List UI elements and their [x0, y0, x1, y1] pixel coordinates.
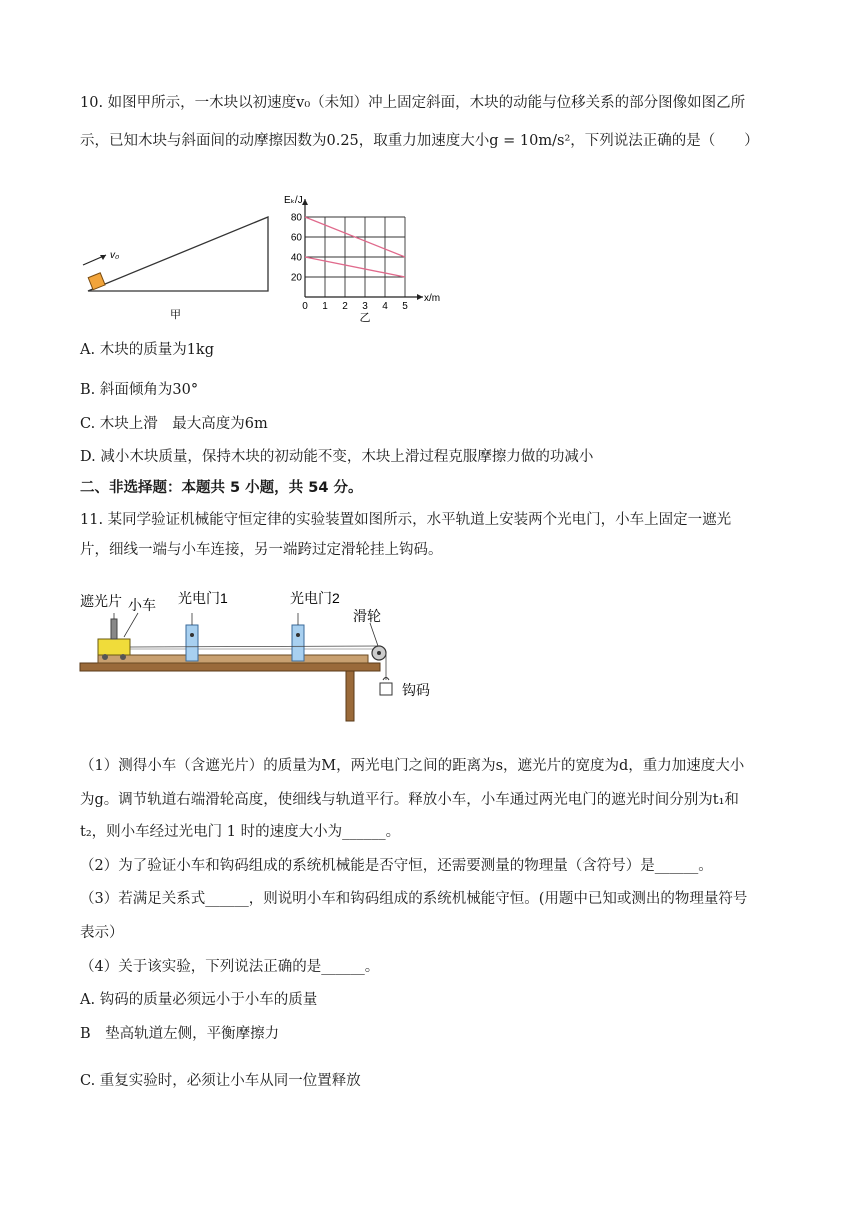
series-line-2	[305, 257, 405, 277]
y-axis-arrow	[302, 199, 308, 205]
q10-option-b: B. 斜面倾角为30°	[80, 382, 199, 398]
v0-label: v₀	[110, 250, 120, 261]
x-tick-label: 5	[402, 301, 408, 312]
x-axis-arrow	[417, 294, 423, 300]
q10-option-d: D. 减小木块质量，保持木块的初动能不变，木块上滑过程克服摩擦力做的功减小	[80, 449, 594, 465]
q11-part3-line1: （3）若满足关系式______，则说明小车和钩码组成的系统机械能守恒。(用题中已知或测出的物理量符号	[80, 891, 748, 907]
y-axis-label: Eₖ/J	[284, 195, 303, 206]
gate2-label: 光电门2	[290, 590, 340, 606]
q11-part1-line3: t₂，则小车经过光电门 1 时的速度大小为______。	[80, 824, 401, 840]
y-tick-label: 40	[290, 252, 302, 264]
y-tick-label: 20	[290, 272, 302, 284]
incline-figure	[80, 205, 280, 335]
q11-line2: 片，细线一端与小车连接，另一端跨过定滑轮挂上钩码。	[80, 542, 443, 558]
x-axis-label: x/m	[424, 293, 441, 304]
y-tick-label: 80	[290, 212, 302, 224]
section-heading: 二、非选择题：本题共 5 小题，共 54 分。	[80, 480, 363, 496]
q11-part2: （2）为了验证小车和钩码组成的系统机械能是否守恒，还需要测量的物理量（含符号）是______。	[80, 858, 713, 874]
q11-part1-line2: 为g。调节轨道右端滑轮高度，使细线与轨道平行。释放小车，小车通过两光电门的遮光时间分别为t₁和	[80, 792, 739, 808]
x-tick-label: 4	[382, 301, 388, 312]
x-tick-label: 3	[362, 301, 368, 312]
weight-shape	[380, 683, 392, 695]
q10-option-c: C. 木块上滑 最大高度为6m	[80, 416, 268, 432]
x-tick-label: 2	[342, 301, 348, 312]
q11-part1-line1: （1）测得小车（含遮光片）的质量为M，两光电门之间的距离为s，遮光片的宽度为d，重力加速度大小	[80, 758, 745, 774]
gate2-shape	[292, 625, 304, 661]
y-tick-label: 60	[290, 232, 302, 244]
q10-line2: 示，已知木块与斜面间的动摩擦因数为0.25，取重力加速度大小g = 10m/s²，下列说法正确的是（ ）	[80, 133, 759, 149]
q11-part4: （4）关于该实验，下列说法正确的是______。	[80, 959, 380, 975]
fig-jia-caption: 甲	[170, 309, 181, 321]
q11-option-a: A. 钩码的质量必须远小于小车的质量	[80, 992, 318, 1008]
shade-plate-shape	[111, 619, 117, 639]
gate1-label: 光电门1	[178, 590, 228, 606]
x-tick-label: 1	[322, 301, 328, 312]
shade-plate-label: 遮光片	[80, 593, 122, 609]
q11-option-b: B 垫高轨道左侧，平衡摩擦力	[80, 1026, 280, 1042]
q11-option-c: C. 重复实验时，必须让小车从同一位置释放	[80, 1073, 361, 1089]
gate1-shape	[186, 625, 198, 661]
q10-line1: 10. 如图甲所示，一木块以初速度v₀（未知）冲上固定斜面，木块的动能与位移关系的部分图像如图乙所	[80, 95, 746, 111]
block-shape	[88, 273, 105, 290]
q11-part3-line2: 表示）	[80, 925, 124, 941]
q10-option-a: A. 木块的质量为1kg	[80, 342, 214, 358]
pulley-label: 滑轮	[353, 608, 381, 624]
cart-label: 小车	[128, 597, 156, 613]
weight-label: 钩码	[402, 682, 430, 698]
apparatus-figure	[78, 583, 458, 728]
q11-line1: 11. 某同学验证机械能守恒定律的实验装置如图所示，水平轨道上安装两个光电门，小车上固定一遮光	[80, 512, 732, 528]
cart-shape	[98, 639, 130, 655]
ek-x-chart	[280, 195, 450, 325]
chart-caption: 乙	[359, 312, 371, 324]
x-tick-label: 0	[302, 301, 308, 312]
